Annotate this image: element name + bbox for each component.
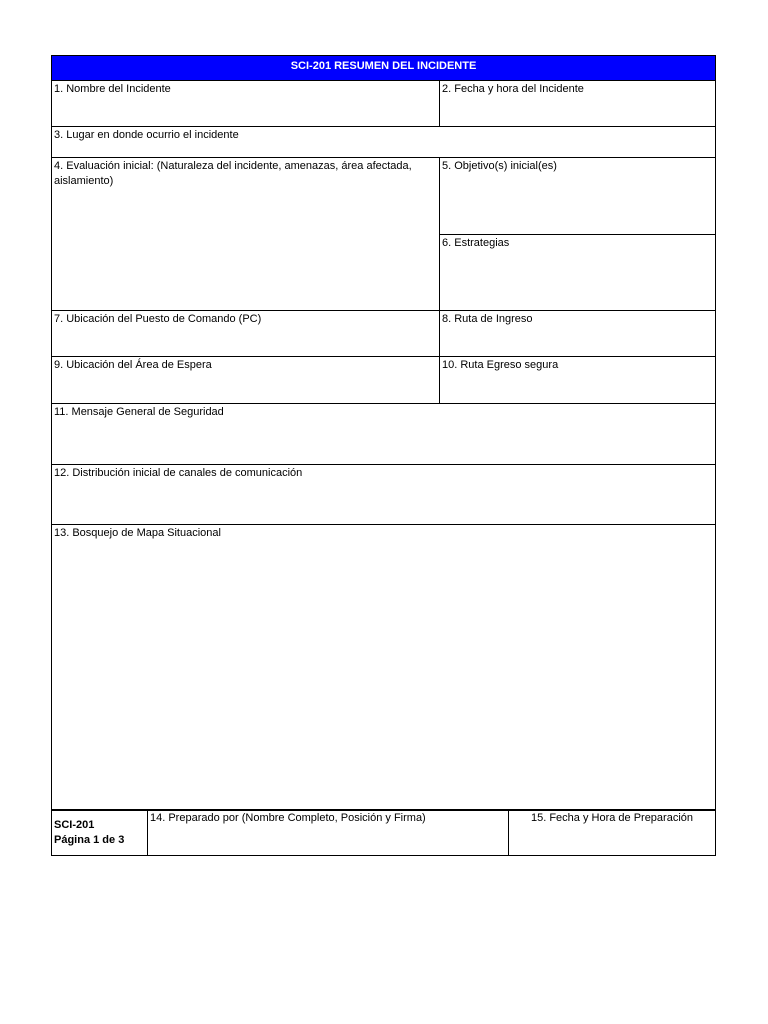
form-title: SCI-201 RESUMEN DEL INCIDENTE [52, 56, 716, 81]
field-safety-message-label: 11. Mensaje General de Seguridad [54, 406, 224, 418]
page-indicator: Página 1 de 3 [54, 834, 125, 846]
field-command-post-location[interactable] [52, 311, 440, 357]
field-preparation-datetime[interactable] [509, 810, 716, 856]
field-safe-exit-route[interactable] [440, 357, 716, 404]
field-prepared-by-label: 14. Preparado por (Nombre Completo, Posición y Firma) [150, 812, 426, 824]
field-command-post-location-label: 7. Ubicación del Puesto de Comando (PC) [54, 313, 262, 325]
field-initial-evaluation[interactable] [52, 158, 440, 311]
field-prepared-by[interactable] [148, 810, 509, 856]
field-entry-route[interactable] [440, 311, 716, 357]
field-incident-datetime-label: 2. Fecha y hora del Incidente [442, 83, 584, 95]
field-safe-exit-route-label: 10. Ruta Egreso segura [442, 359, 559, 371]
field-safety-message[interactable] [52, 404, 716, 465]
field-incident-location[interactable] [52, 127, 716, 158]
field-strategies[interactable] [440, 235, 716, 311]
field-incident-name-label: 1. Nombre del Incidente [54, 83, 171, 95]
field-strategies-label: 6. Estrategias [442, 237, 510, 249]
field-situation-map-label: 13. Bosquejo de Mapa Situacional [54, 527, 221, 539]
field-preparation-datetime-label: 15. Fecha y Hora de Preparación [530, 812, 694, 824]
field-comm-channels[interactable] [52, 465, 716, 525]
field-initial-objectives[interactable] [440, 158, 716, 235]
field-incident-name[interactable] [52, 81, 440, 127]
field-comm-channels-label: 12. Distribución inicial de canales de comunicación [54, 467, 303, 479]
field-incident-datetime[interactable] [440, 81, 716, 127]
field-incident-location-label: 3. Lugar en donde ocurrio el incidente [54, 129, 239, 141]
field-entry-route-label: 8. Ruta de Ingreso [442, 313, 533, 325]
field-situation-map[interactable] [52, 525, 716, 811]
form-code-block [52, 810, 148, 856]
form-footer [51, 809, 716, 856]
incident-summary-form [51, 55, 716, 811]
field-initial-objectives-label: 5. Objetivo(s) inicial(es) [442, 160, 557, 172]
field-staging-area-location[interactable] [52, 357, 440, 404]
form-code: SCI-201 [54, 819, 95, 831]
field-staging-area-location-label: 9. Ubicación del Área de Espera [54, 359, 212, 371]
field-initial-evaluation-label: 4. Evaluación inicial: (Naturaleza del incidente, amenazas, área afectada, aislamiento) [54, 160, 412, 187]
